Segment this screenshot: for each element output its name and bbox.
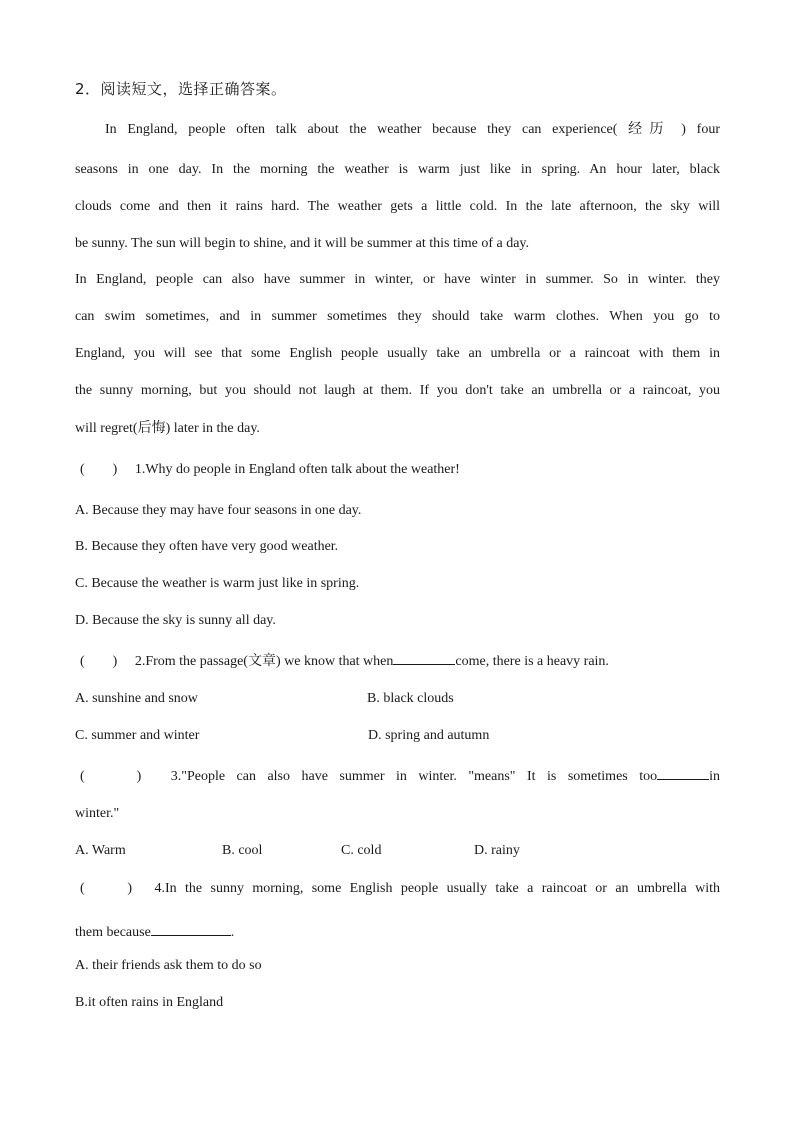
option-b: B. Because they often have very good weather.	[75, 539, 339, 554]
passage-line: clouds come and then it rains hard. The weather gets a little cold. In the late afternoon, the sky will	[75, 199, 720, 214]
option-c: C. Because the weather is warm just like in spring.	[75, 576, 360, 591]
question-prompt-start: them because	[75, 925, 151, 940]
answer-blank[interactable]	[657, 765, 709, 780]
question-prompt-start: 2.From the passage(文章) we know that when	[134, 654, 394, 669]
passage-line: In England, people often talk about the weather because they can experience( 经历 ) four	[105, 122, 720, 137]
option-a: A. their friends ask them to do so	[75, 958, 262, 973]
passage-line: will regret(后悔) later in the day.	[75, 421, 260, 436]
question-4	[80, 880, 720, 898]
question-3	[80, 765, 720, 786]
question-4-continued	[75, 921, 234, 942]
answer-bracket[interactable]: ( )	[80, 654, 118, 669]
option-b: B.it often rains in England	[75, 995, 224, 1010]
option-a: A. sunshine and snow	[75, 691, 198, 706]
option-d: D. spring and autumn	[368, 728, 490, 743]
question-prompt: 4.In the sunny morning, some English people usually take a raincoat or an umbrella with	[154, 881, 721, 896]
question-2	[80, 650, 609, 671]
answer-blank[interactable]	[393, 650, 455, 665]
passage-line: can swim sometimes, and in summer sometimes they should take warm clothes. When you go to	[75, 309, 720, 324]
passage-line: England, you will see that some English people usually take an umbrella or a raincoat with them in	[75, 346, 720, 361]
option-d: D. rainy	[474, 843, 520, 858]
question-prompt-end: come, there is a heavy rain.	[455, 654, 609, 669]
question-prompt-end: in	[709, 769, 720, 784]
question-prompt-end: .	[230, 925, 235, 940]
answer-bracket[interactable]: ( )	[80, 881, 133, 896]
passage-line: be sunny. The sun will begin to shine, and it will be summer at this time of a day.	[75, 236, 530, 251]
option-c: C. summer and winter	[75, 728, 200, 743]
passage-line: the sunny morning, but you should not laugh at them. If you don't take an umbrella or a raincoat, you	[75, 383, 720, 398]
question-1	[80, 461, 460, 479]
option-b: B. cool	[222, 843, 263, 858]
answer-bracket[interactable]: ( )	[80, 462, 118, 477]
passage-line: In England, people can also have summer in winter, or have winter in summer. So in winter. they	[75, 272, 720, 287]
answer-blank[interactable]	[151, 921, 231, 936]
passage-line: seasons in one day. In the morning the weather is warm just like in spring. An hour later, black	[75, 162, 720, 177]
section-heading: 2．阅读短文，选择正确答案。	[75, 80, 287, 98]
option-a: A. Because they may have four seasons in one day.	[75, 503, 362, 518]
option-b: B. black clouds	[367, 691, 454, 706]
question-prompt: 1.Why do people in England often talk about the weather!	[134, 462, 460, 477]
option-d: D. Because the sky is sunny all day.	[75, 613, 276, 628]
question-3-continued: winter."	[75, 806, 120, 821]
question-prompt-start: 3."People can also have summer in winter. "means" It is sometimes too	[170, 769, 658, 784]
option-a: A. Warm	[75, 843, 126, 858]
answer-bracket[interactable]: ( )	[80, 769, 142, 784]
option-c: C. cold	[341, 843, 382, 858]
